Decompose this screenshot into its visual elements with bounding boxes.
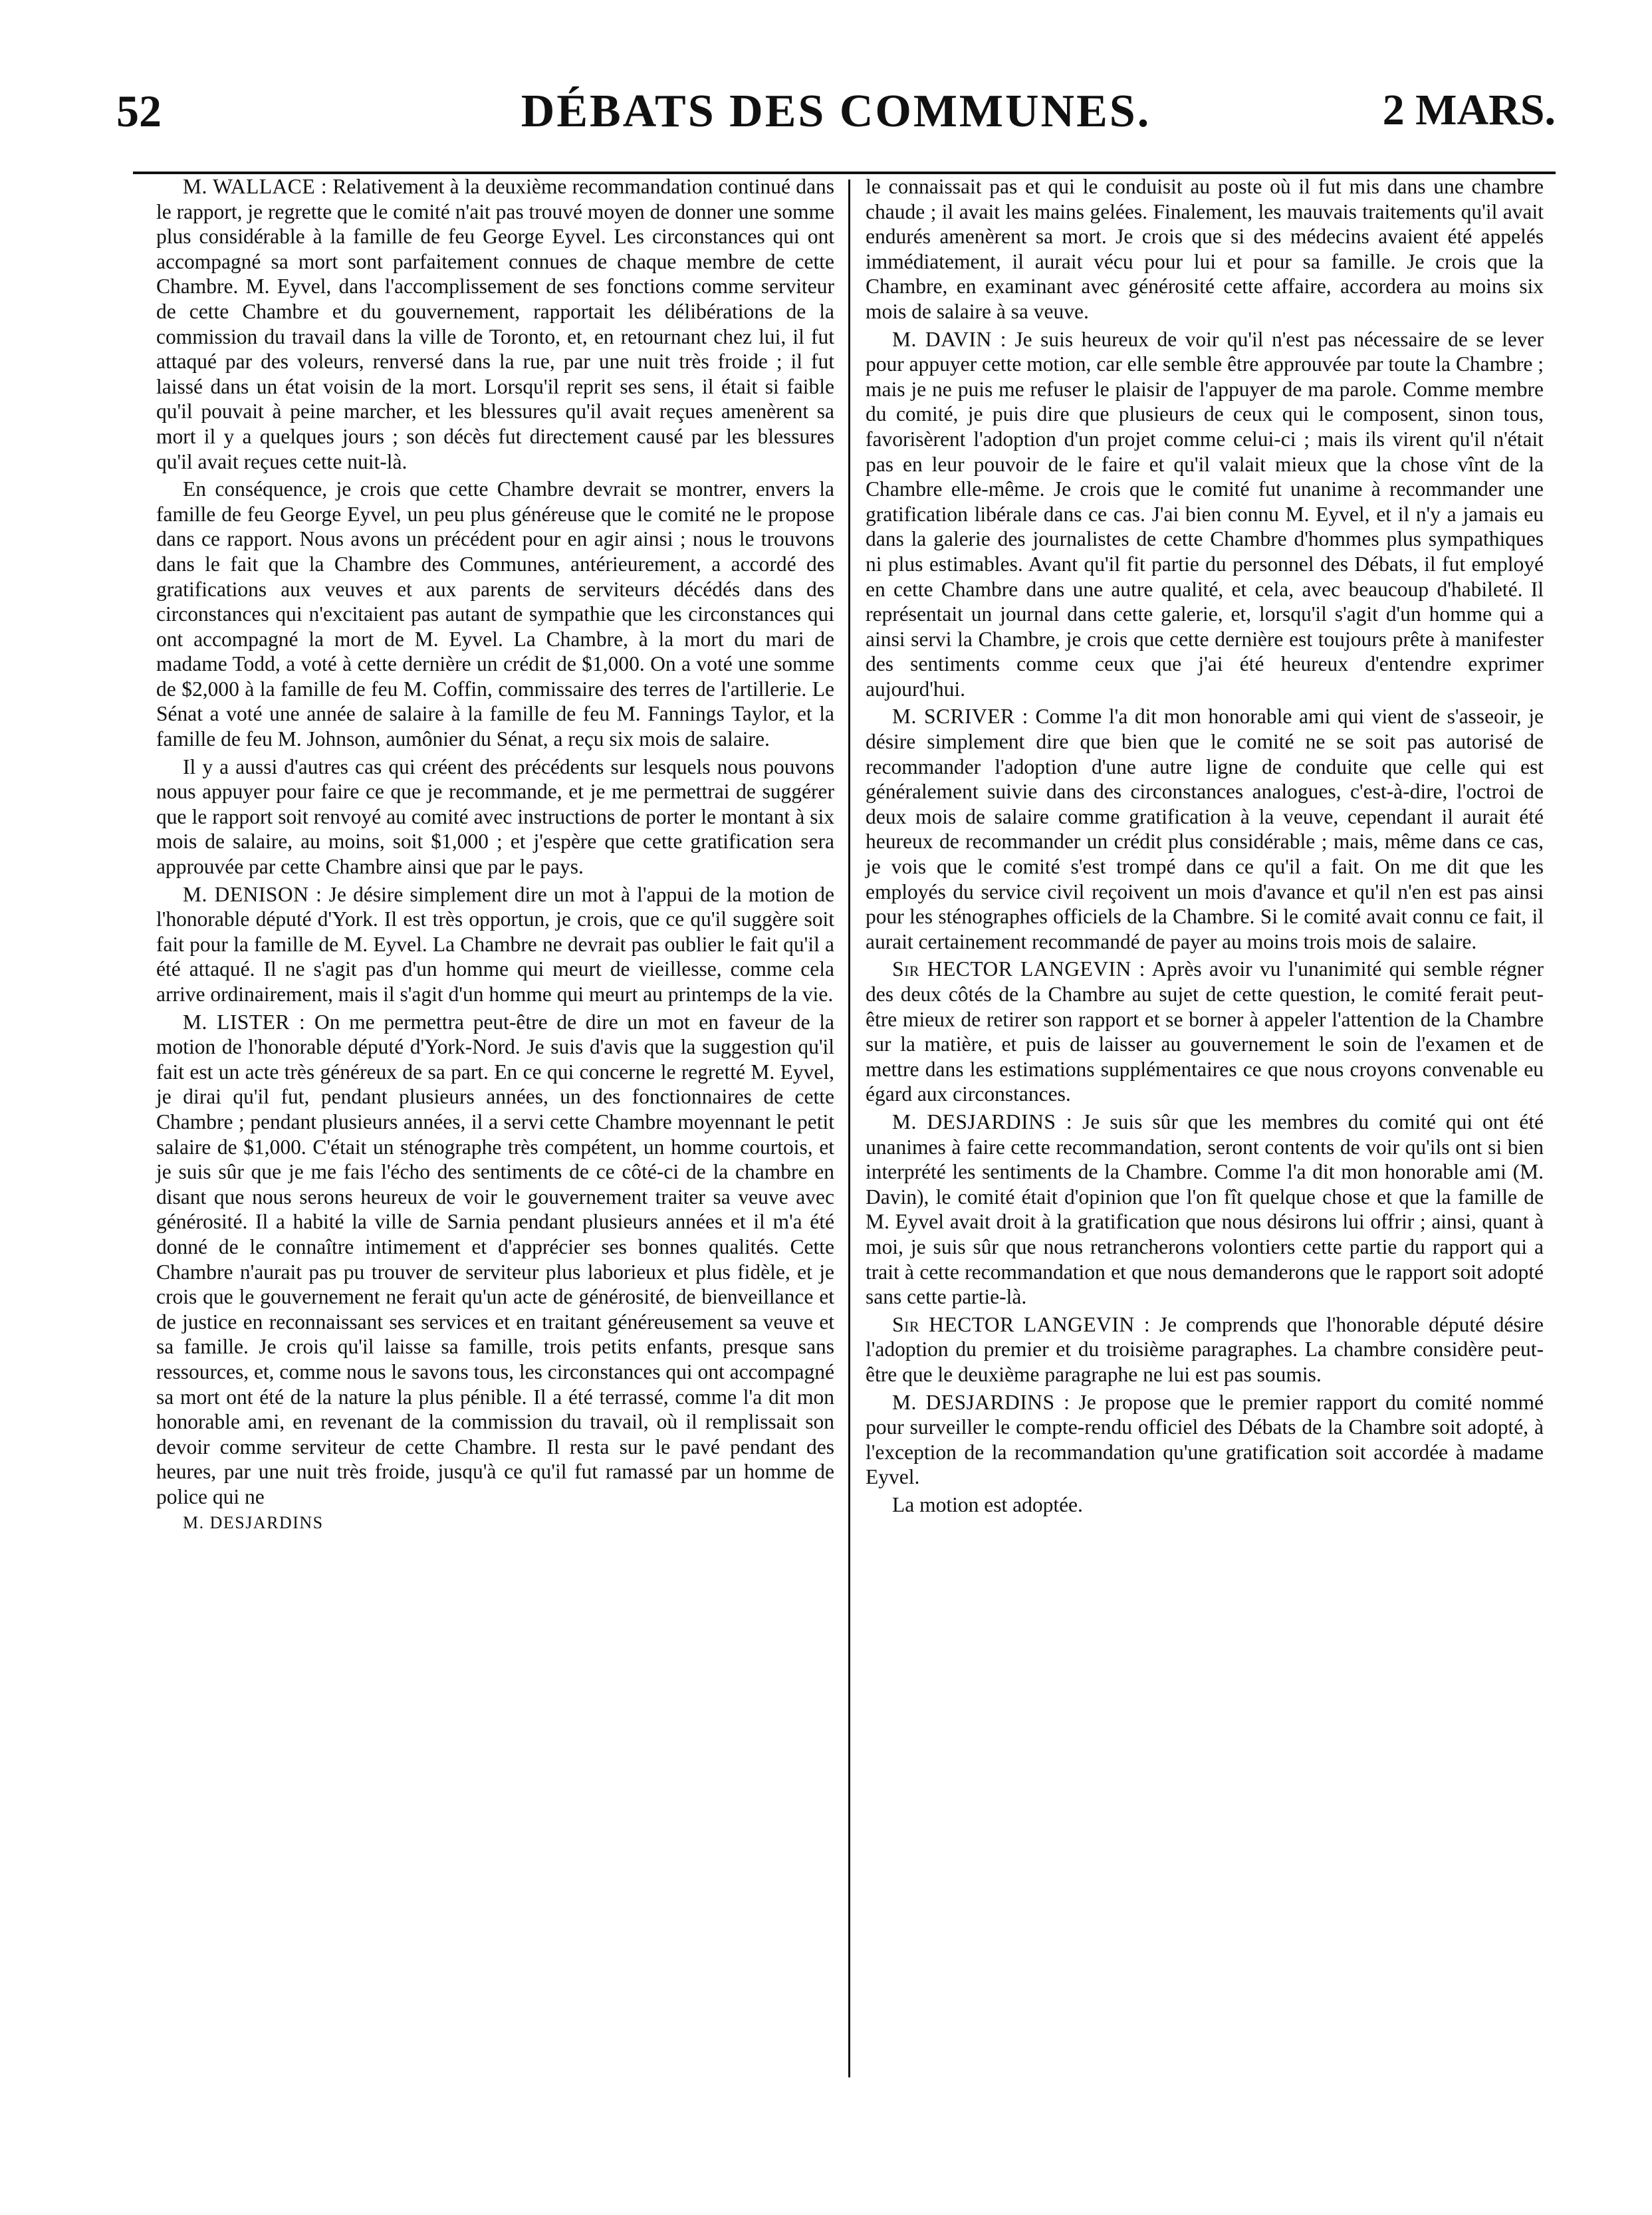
speaker-name: M. LISTER : <box>183 1010 306 1034</box>
speaker-name: M. SCRIVER : <box>892 705 1028 729</box>
paragraph <box>866 957 1544 1107</box>
paragraph-text: Je désire simplement dire un mot à l'appui de la motion de l'honorable député d'York. Il est très opportun, je crois, que ce qu'il suggère soit fait pour la famille de M. Eyvel. La Chambre ne devrait pas oublier le fait qu'il a été attaqué. Il ne s'agit pas d'un homme qui meurt de vieillesse, comme cela arrive ordinairement, mais il s'agit d'un homme qui meurt au printemps de la vie. <box>156 882 834 1006</box>
paragraph <box>156 174 834 474</box>
speaker-name: M. WALLACE : <box>183 175 328 198</box>
paragraph <box>866 1390 1544 1490</box>
speaker-name: M. DESJARDINS : <box>892 1109 1073 1133</box>
paragraph <box>866 704 1544 954</box>
paragraph-text: Il y a aussi d'autres cas qui créent des précédents sur lesquels nous pouvons nous appuyer pour faire ce que je recommande, et je me permettrai de suggérer que le rapport soit renvoyé au comité avec instructions de porter le montant à six mois de salaire, au moins, soit $1,000 ; et j'espère que cette gratification sera approuvée par cette Chambre ainsi que par le pays. <box>156 755 834 879</box>
speaker-name: Sir HECTOR LANGEVIN : <box>892 957 1145 981</box>
paragraph-text: le connaissait pas et qui le conduisit au poste où il fut mis dans une chambre chaude ; il avait les mains gelées. Finalement, les mauvais traitements qu'il avait endurés amenèrent sa mort. Je crois que si des médecins avaient été appelés immédiatement, il aurait vécu pour lui et pour sa famille. Je crois que la Chambre, en examinant avec générosité cette affaire, accordera au moins six mois de salaire à sa veuve. <box>866 175 1544 323</box>
catchword: M. DESJARDINS <box>183 1513 324 1533</box>
paragraph-text: Je propose que le premier rapport du comité nommé pour surveiller le compte-rendu officiel des Débats de la Chambre soit adopté, à l'exception de la recommandation qu'une gratification soit accordée à madame Eyvel. <box>866 1390 1544 1489</box>
paragraph-text: La motion est adoptée. <box>892 1492 1083 1516</box>
page-header <box>116 85 1556 138</box>
right-column <box>866 174 1544 1517</box>
paragraph-text: Relativement à la deuxième recommandation continué dans le rapport, je regrette que le comité n'ait pas trouvé moyen de donner une somme plus considérable à la famille de feu George Eyvel. Les circonstances qui ont accompagné sa mort sont parfaitement connues de chaque membre de cette Chambre. M. Eyvel, dans l'accomplissement de ses fonctions comme serviteur de cette Chambre et du gouvernement, rapportait les délibérations de la commission du travail dans la ville de Toronto, et, en retournant chez lui, il fut attaqué par des voleurs, renversé dans la rue, par une nuit très froide ; il fut laissé dans un état voisin de la mort. Lorsqu'il reprit ses sens, il était si faible qu'il pouvait à peine marcher, et les blessures qu'il avait reçues amenèrent sa mort il y a quelques jours ; son décès fut directement causé par les blessures qu'il avait reçues cette nuit-là. <box>156 175 835 473</box>
paragraph-text: Après avoir vu l'unanimité qui semble régner des deux côtés de la Chambre au sujet de cette question, le comité ferait peut-être mieux de retirer son rapport et se borner à appeler l'attention de la Chambre sur la matière, et puis de laisser au gouvernement le soin de l'examen et de mettre dans les estimations supplémentaires ce que nous croyons convenable eu égard aux circonstances. <box>866 957 1544 1106</box>
paragraph <box>866 174 1544 324</box>
paragraph-text: Comme l'a dit mon honorable ami qui vient de s'asseoir, je désire simplement dire que bien que le comité ne se soit pas autorisé de recommander l'adoption d'une autre ligne de conduite que celle qui est généralement suivie dans des circonstances analogues, c'est-à-dire, l'octroi de deux mois de salaire comme gratification à la veuve, cependant il aurait été heureux de recommander un crédit plus considérable ; mais, même dans ce cas, je vois que le comité s'est trompé dans ce qu'il a fait. On me dit que les employés du service civil reçoivent un mois d'avance et qu'il n'en est pas ainsi pour les sténographes officiels de la Chambre. Si le comité avait connu ce fait, il aurait certainement recommandé de payer au moins trois mois de salaire. <box>866 705 1544 953</box>
paragraph <box>866 327 1544 702</box>
speaker-name: M. DENISON : <box>183 882 322 906</box>
paragraph-text: Je suis sûr que les membres du comité qui ont été unanimes à faire cette recommandation, seront contents de voir qu'ils ont si bien interprété les sentiments de la Chambre. Comme l'a dit mon honorable ami (M. Davin), le comité était d'opinion que l'on fît quelque chose et que la famille de M. Eyvel avait droit à la gratification que nous désirons lui offrir ; ainsi, quant à moi, je suis sûr que nous retrancherons volontiers cette partie du rapport qui a trait à cette recommandation et que nous demanderons que le rapport soit adopté sans cette partie-là. <box>866 1109 1544 1309</box>
paragraph-text: En conséquence, je crois que cette Chambre devrait se montrer, envers la famille de feu George Eyvel, un peu plus généreuse que le comité ne le propose dans ce rapport. Nous avons un précédent pour en agir ainsi ; nous le trouvons dans le fait que la Chambre des Communes, antérieurement, a accordé des gratifications aux veuves et aux parents de serviteurs décédés dans des circonstances qui n'excitaient pas autant de sympathie que les circonstances qui ont accompagné la mort de M. Eyvel. La Chambre, à la mort du mari de madame Todd, a voté à cette dernière un crédit de $1,000. On a voté une somme de $2,000 à la famille de feu M. Coffin, commissaire des terres de l'artillerie. Le Sénat a voté une année de salaire à la famille de feu M. Fannings Taylor, et la famille de feu M. Johnson, aumônier du Sénat, a reçu six mois de salaire. <box>156 477 834 751</box>
speaker-name: M. DESJARDINS : <box>892 1390 1070 1414</box>
page-title: DÉBATS DES COMMUNES. <box>521 86 1151 137</box>
paragraph <box>156 882 834 1007</box>
page-date: 2 MARS. <box>1382 86 1556 134</box>
speaker-name: Sir HECTOR LANGEVIN : <box>892 1312 1151 1336</box>
paragraph <box>156 477 834 752</box>
column-divider <box>848 179 850 2077</box>
paragraph-text: Je suis heureux de voir qu'il n'est pas nécessaire de se lever pour appuyer cette motion, car elle semble être approuvée par toute la Chambre ; mais je ne puis me refuser le plaisir de l'appuyer de ma parole. Comme membre du comité, je puis dire que plusieurs de ceux qui le composent, sinon tous, favorisèrent l'adoption d'un projet comme celui-ci ; mais ils virent qu'il n'était pas en leur pouvoir de le faire et qu'il valait mieux que la chose vînt de la Chambre elle-même. Je crois que le comité fut unanime à recommander une gratification libérale dans ce cas. J'ai bien connu M. Eyvel, et il n'y a jamais eu dans la galerie des journalistes de cette Chambre d'hommes plus sympathiques ni plus estimables. Avant qu'il fit partie du personnel des Débats, il fut employé en cette Chambre dans une autre qualité, et cela, avec beaucoup d'habileté. Il représentait un journal dans cette galerie, et, lorsqu'il s'agit d'un homme qui a ainsi servi la Chambre, je crois que cette dernière est toujours prête à manifester des sentiments comme ceux que j'ai été heureux d'entendre exprimer aujourd'hui. <box>866 327 1544 701</box>
left-column <box>156 174 834 1536</box>
speaker-name: M. DAVIN : <box>892 327 1006 351</box>
paragraph <box>156 1010 834 1510</box>
paragraph <box>866 1109 1544 1310</box>
paragraph <box>866 1312 1544 1387</box>
page-number: 52 <box>116 86 162 136</box>
paragraph <box>156 755 834 879</box>
paragraph <box>866 1492 1544 1518</box>
paragraph-text: On me permettra peut-être de dire un mot en faveur de la motion de l'honorable député d'York-Nord. Je suis d'avis que la suggestion qu'il fait est un acte très généreux de sa part. En ce qui concerne le regretté M. Eyvel, je dirai qu'il fut, pendant plusieurs années, un des fonctionnaires de cette Chambre ; pendant plusieurs années, il a servi cette Chambre moyennant le petit salaire de $1,000. C'était un sténographe très compétent, un homme courtois, et je suis sûr que je me fais l'écho des sentiments de ce côté-ci de la chambre en disant que nous serons heureux de voir le gouvernement traiter sa veuve avec générosité. Il a habité la ville de Sarnia pendant plusieurs années et il m'a été donné de le connaître intimement et d'apprécier ses bonnes qualités. Cette Chambre n'aurait pas pu trouver de serviteur plus laborieux et plus fidèle, et je crois que le gouvernement ne ferait qu'un acte de générosité, de bienveillance et de justice en reconnaissant ses services et en traitant généreusement sa veuve et sa famille. Je crois qu'il laisse sa famille, trois petits enfants, presque sans ressources, et, comme nous le savons tous, les circonstances qui ont accompagné sa mort ont été de la nature la plus pénible. Il a été terrassé, comme l'a dit mon honorable ami, en revenant de la commission du travail, où il remplissait son devoir comme serviteur de cette Chambre. Il resta sur le pavé pendant des heures, par une nuit très froide, jusqu'à ce qu'il fut ramassé par un homme de police qui ne <box>156 1010 834 1508</box>
paragraph-text: Je comprends que l'honorable député désire l'adoption du premier et du troisième paragraphes. La chambre considère peut-être que le deuxième paragraphe ne lui est pas soumis. <box>866 1312 1544 1386</box>
